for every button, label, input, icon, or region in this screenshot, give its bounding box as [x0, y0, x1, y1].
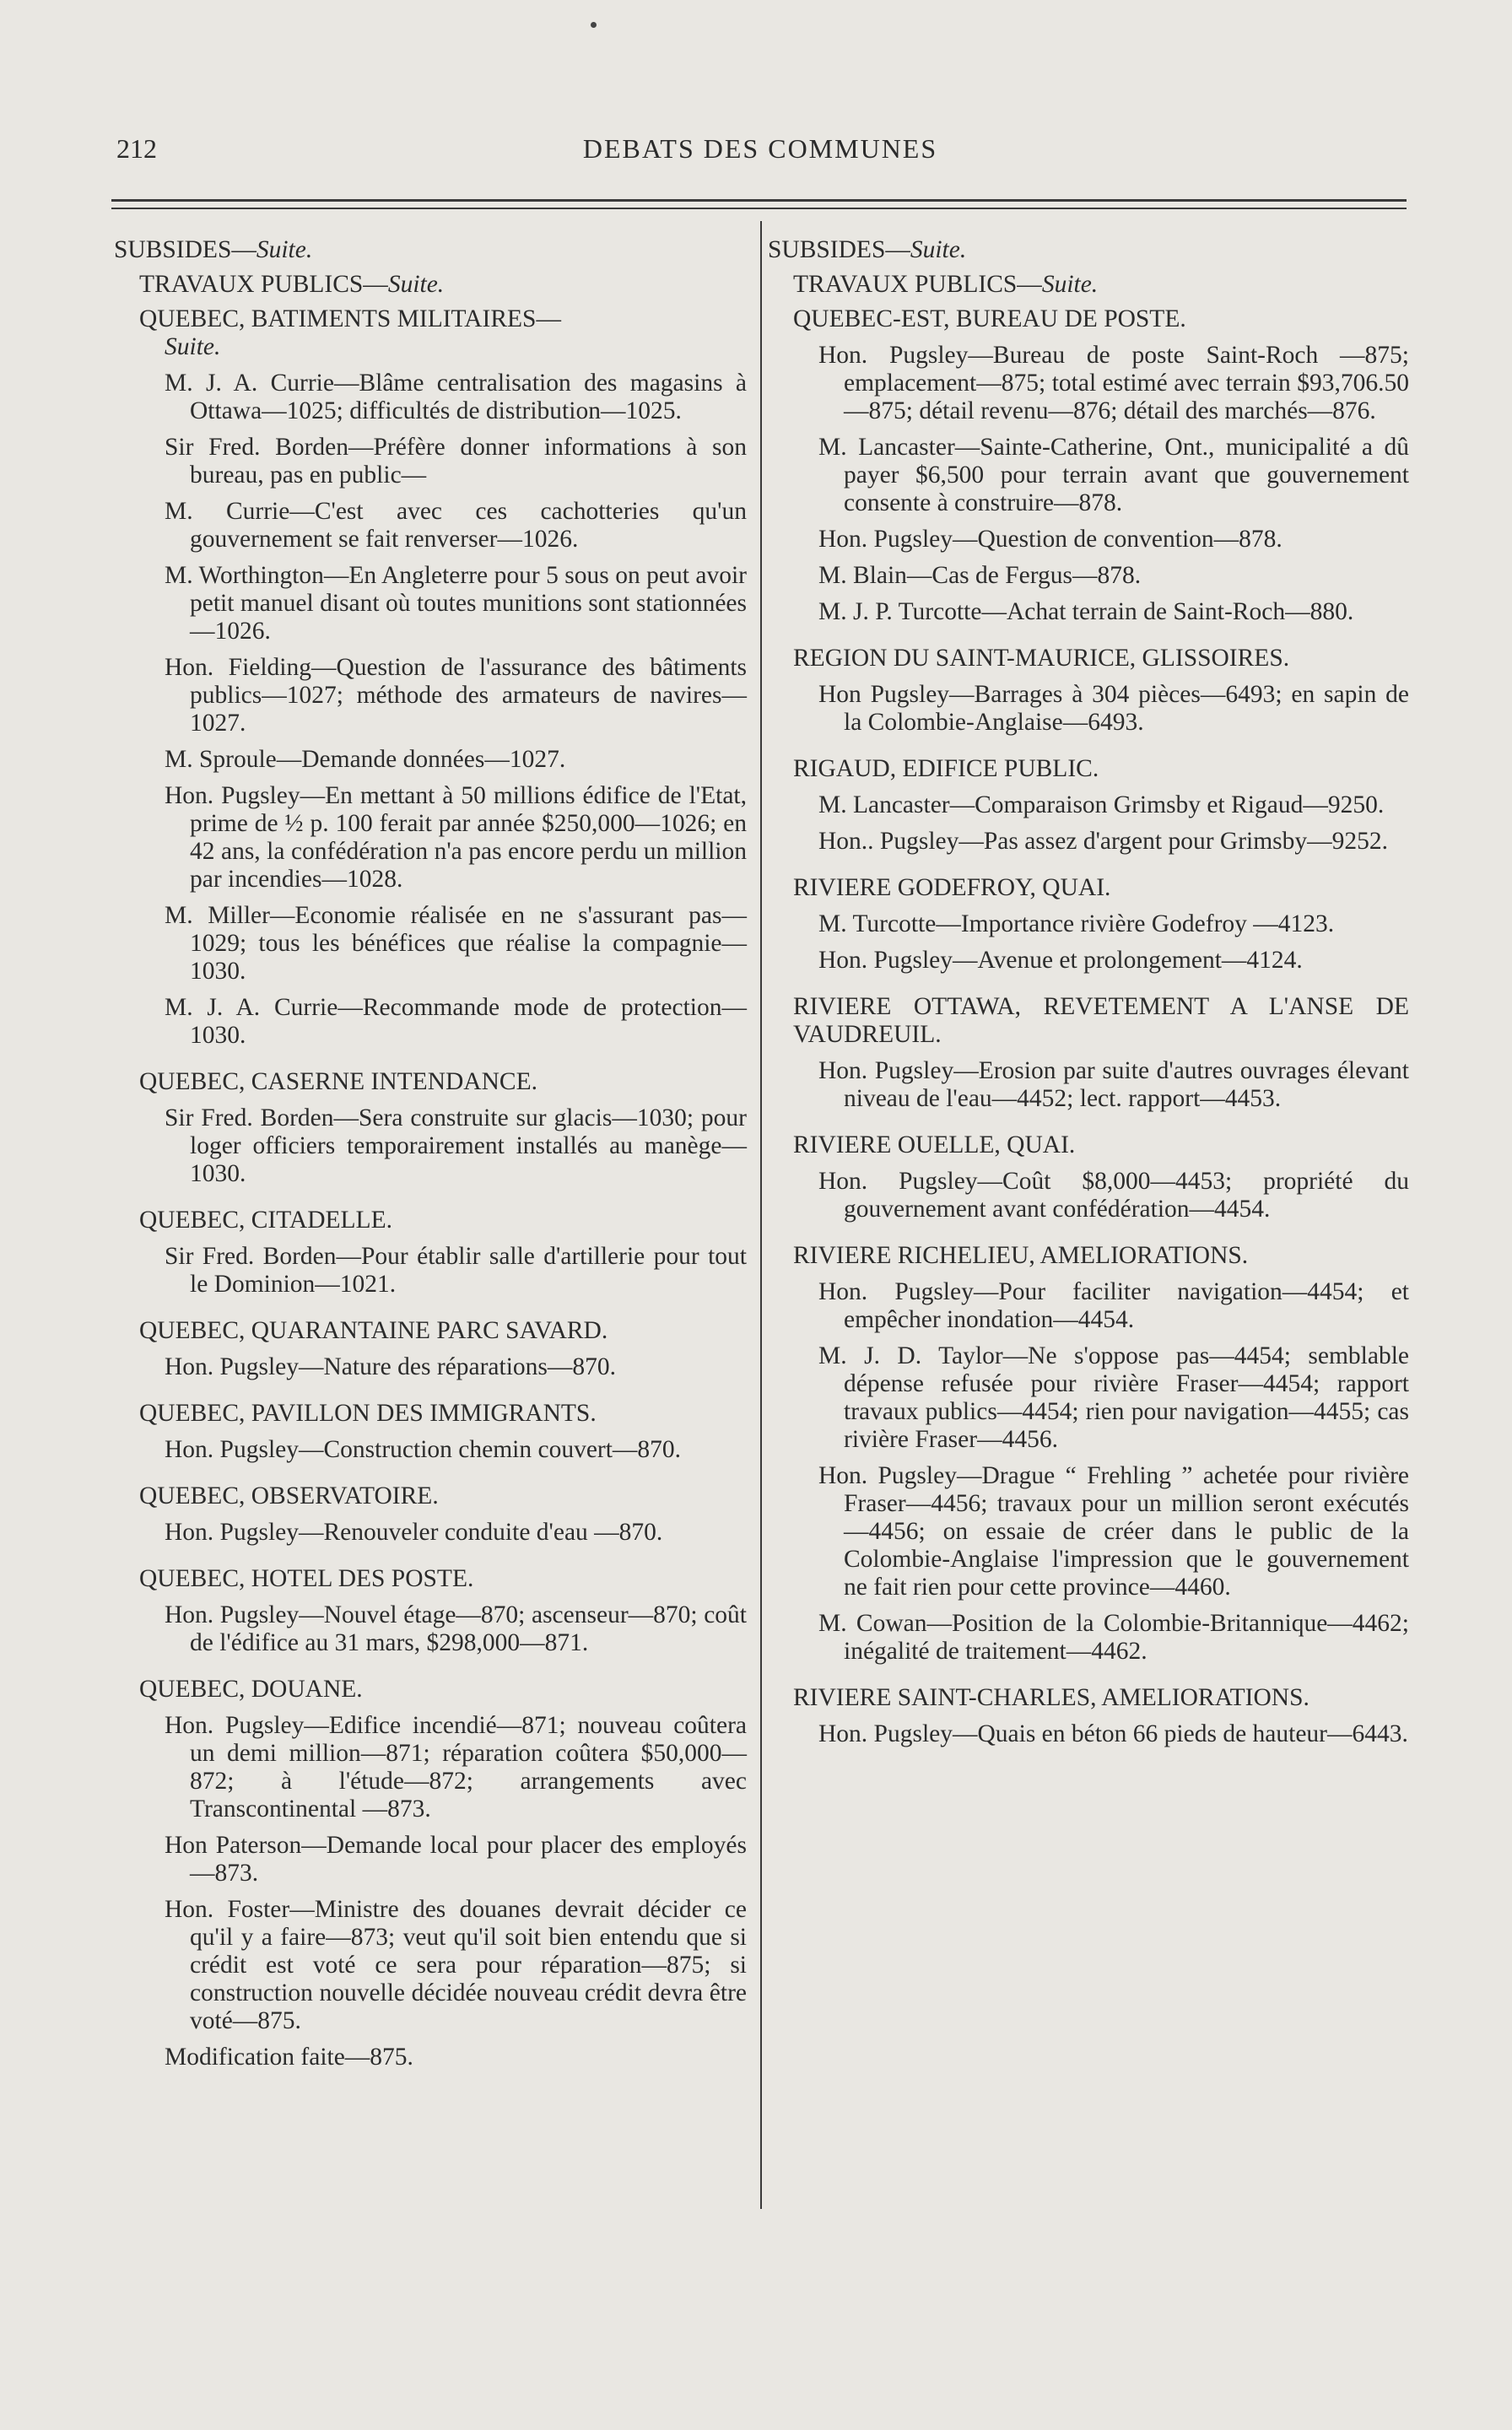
- entry: Hon. Pugsley—Avenue et prolongement—4124.: [818, 947, 1303, 974]
- heading-riviere-saint-charles: RIVIERE SAINT-CHARLES, AMELIORATIONS.: [793, 1684, 1310, 1711]
- section-subsides: SUBSIDES—Suite.: [114, 236, 313, 263]
- header-rule: [111, 199, 1407, 202]
- entry: Hon. Fielding—Question de l'assurance des bâtiments publics—1027; méthode des armateurs de navires—1027.: [165, 654, 747, 737]
- entry: M. Lancaster—Sainte-Catherine, Ont., municipalité a dû payer $6,500 pour terrain avant que gouvernement consente à construire—878.: [818, 434, 1409, 516]
- section-travaux-publics: TRAVAUX PUBLICS—Suite.: [139, 271, 445, 298]
- entry: Hon. Pugsley—Bureau de poste Saint-Roch —875; emplacement—875; total estimé avec terrain $93,706.50—875; détail revenu—876; détail des marchés—876.: [818, 342, 1409, 424]
- heading-quebec-quarantaine: QUEBEC, QUARANTAINE PARC SAVARD.: [139, 1317, 608, 1344]
- entry: M. J. A. Currie—Recommande mode de protection—1030.: [165, 994, 747, 1049]
- entry: Hon. Pugsley—Nature des réparations—870.: [165, 1353, 616, 1380]
- header-rule-thin: [111, 208, 1407, 209]
- entry: M. Turcotte—Importance rivière Godefroy —4123.: [818, 910, 1335, 937]
- heading-riviere-godefroy: RIVIERE GODEFROY, QUAI.: [793, 874, 1111, 901]
- entry: Hon. Pugsley—Nouvel étage—870; ascenseur—870; coût de l'édifice au 31 mars, $298,000—871.: [165, 1601, 747, 1656]
- entry: Hon.. Pugsley—Pas assez d'argent pour Grimsby—9252.: [818, 828, 1389, 855]
- heading-quebec-hotel-des-poste: QUEBEC, HOTEL DES POSTE.: [139, 1565, 474, 1592]
- entry: M. Blain—Cas de Fergus—878.: [818, 562, 1142, 589]
- entry: M. J. P. Turcotte—Achat terrain de Saint-Roch—880.: [818, 598, 1354, 625]
- heading-riviere-ouelle: RIVIERE OUELLE, QUAI.: [793, 1131, 1076, 1158]
- section-subsides: SUBSIDES—Suite.: [768, 236, 967, 263]
- entry: M. Worthington—En Angleterre pour 5 sous on peut avoir petit manuel disant où toutes munitions sont stationnées—1026.: [165, 562, 747, 645]
- entry: Hon. Pugsley—Coût $8,000—4453; propriété du gouvernement avant confédération—4454.: [818, 1168, 1409, 1223]
- running-head: DEBATS DES COMMUNES: [582, 133, 938, 164]
- entry: Hon. Pugsley—Edifice incendié—871; nouveau coûtera un demi million—871; réparation coûtera $50,000—872; à l'étude—872; arrangements avec Transcontinental —873.: [165, 1712, 747, 1822]
- page-number: 212: [116, 133, 157, 164]
- entry: Hon. Pugsley—Pour faciliter navigation—4454; et empêcher inondation—4454.: [818, 1278, 1409, 1333]
- entry: Hon. Pugsley—Renouveler conduite d'eau —870.: [165, 1519, 663, 1546]
- entry: M. J. D. Taylor—Ne s'oppose pas—4454; semblable dépense refusée pour rivière Fraser—4454; rapport travaux publics—4454; rien pour navigation—4455; cas rivière Fraser—4456.: [818, 1342, 1409, 1453]
- entry: Hon Pugsley—Barrages à 304 pièces—6493; en sapin de la Colombie-Anglaise—6493.: [818, 681, 1409, 736]
- entry: M. Currie—C'est avec ces cachotteries qu'un gouvernement se fait renverser—1026.: [165, 498, 747, 553]
- entry: Hon. Pugsley—En mettant à 50 millions édifice de l'Etat, prime de ½ p. 100 ferait par année $250,000—1026; en 42 ans, la confédération n'a pas encore perdu un million par incendies—1028.: [165, 782, 747, 893]
- entry: M. J. A. Currie—Blâme centralisation des magasins à Ottawa—1025; difficultés de distribution—1025.: [165, 370, 747, 424]
- column-separator: [760, 221, 762, 2209]
- heading-rigaud-edifice-public: RIGAUD, EDIFICE PUBLIC.: [793, 755, 1099, 782]
- heading-quebec-douane: QUEBEC, DOUANE.: [139, 1676, 363, 1703]
- heading-quebec-pavillon-immigrants: QUEBEC, PAVILLON DES IMMIGRANTS.: [139, 1400, 597, 1427]
- entry: M. Miller—Economie réalisée en ne s'assurant pas—1029; tous les bénéfices que réalise la compagnie—1030.: [165, 902, 747, 985]
- heading-quebec-observatoire: QUEBEC, OBSERVATOIRE.: [139, 1482, 439, 1509]
- entry: M. Cowan—Position de la Colombie-Britannique—4462; inégalité de traitement—4462.: [818, 1610, 1409, 1665]
- right-column: [768, 236, 1409, 1748]
- entry: Sir Fred. Borden—Pour établir salle d'artillerie pour tout le Dominion—1021.: [165, 1243, 747, 1298]
- heading-region-saint-maurice: REGION DU SAINT-MAURICE, GLISSOIRES.: [793, 645, 1290, 672]
- entry: Hon. Pugsley—Question de convention—878.: [818, 526, 1282, 553]
- heading-quebec-batiments-militaires: QUEBEC, BATIMENTS MILITAIRES— Suite.: [139, 305, 561, 360]
- entry: Hon. Pugsley—Erosion par suite d'autres ouvrages élevant niveau de l'eau—4452; lect. rapport—4453.: [818, 1057, 1409, 1112]
- heading-quebec-caserne-intendance: QUEBEC, CASERNE INTENDANCE.: [139, 1068, 537, 1095]
- heading-riviere-ottawa: RIVIERE OTTAWA, REVETEMENT A L'ANSE DE VAUDREUIL.: [793, 993, 1409, 1048]
- heading-riviere-richelieu: RIVIERE RICHELIEU, AMELIORATIONS.: [793, 1242, 1249, 1269]
- entry: Sir Fred. Borden—Sera construite sur glacis—1030; pour loger officiers temporairement installés au manège—1030.: [165, 1104, 747, 1187]
- entry: Hon. Pugsley—Quais en béton 66 pieds de hauteur—6443.: [818, 1720, 1408, 1747]
- entry: M. Sproule—Demande données—1027.: [165, 746, 566, 773]
- entry: M. Lancaster—Comparaison Grimsby et Rigaud—9250.: [818, 791, 1385, 818]
- entry: Sir Fred. Borden—Préfère donner informations à son bureau, pas en public—: [165, 434, 747, 489]
- ink-dot: [591, 22, 597, 28]
- page-header: [116, 133, 1404, 167]
- entry: Hon. Pugsley—Construction chemin couvert—870.: [165, 1436, 682, 1463]
- entry: Hon. Pugsley—Drague “ Frehling ” achetée pour rivière Fraser—4456; travaux pour un million seront exécutés—4456; on essaie de créer dans le public de la Colombie-Anglaise l'impression que le gouvernement ne fait rien pour cette province—4460.: [818, 1462, 1409, 1601]
- heading-quebec-est-bureau-de-poste: QUEBEC-EST, BUREAU DE POSTE.: [793, 305, 1186, 332]
- section-travaux-publics: TRAVAUX PUBLICS—Suite.: [793, 271, 1099, 298]
- entry: Modification faite—875.: [165, 2044, 413, 2071]
- entry: Hon Paterson—Demande local pour placer des employés—873.: [165, 1832, 747, 1887]
- heading-quebec-citadelle: QUEBEC, CITADELLE.: [139, 1207, 392, 1234]
- left-column: [114, 236, 747, 2071]
- entry: Hon. Foster—Ministre des douanes devrait décider ce qu'il y a faire—873; veut qu'il soit bien entendu que si crédit est voté ce sera pour réparation—875; si construction nouvelle décidée nouveau crédit devra être voté—875.: [165, 1896, 747, 2034]
